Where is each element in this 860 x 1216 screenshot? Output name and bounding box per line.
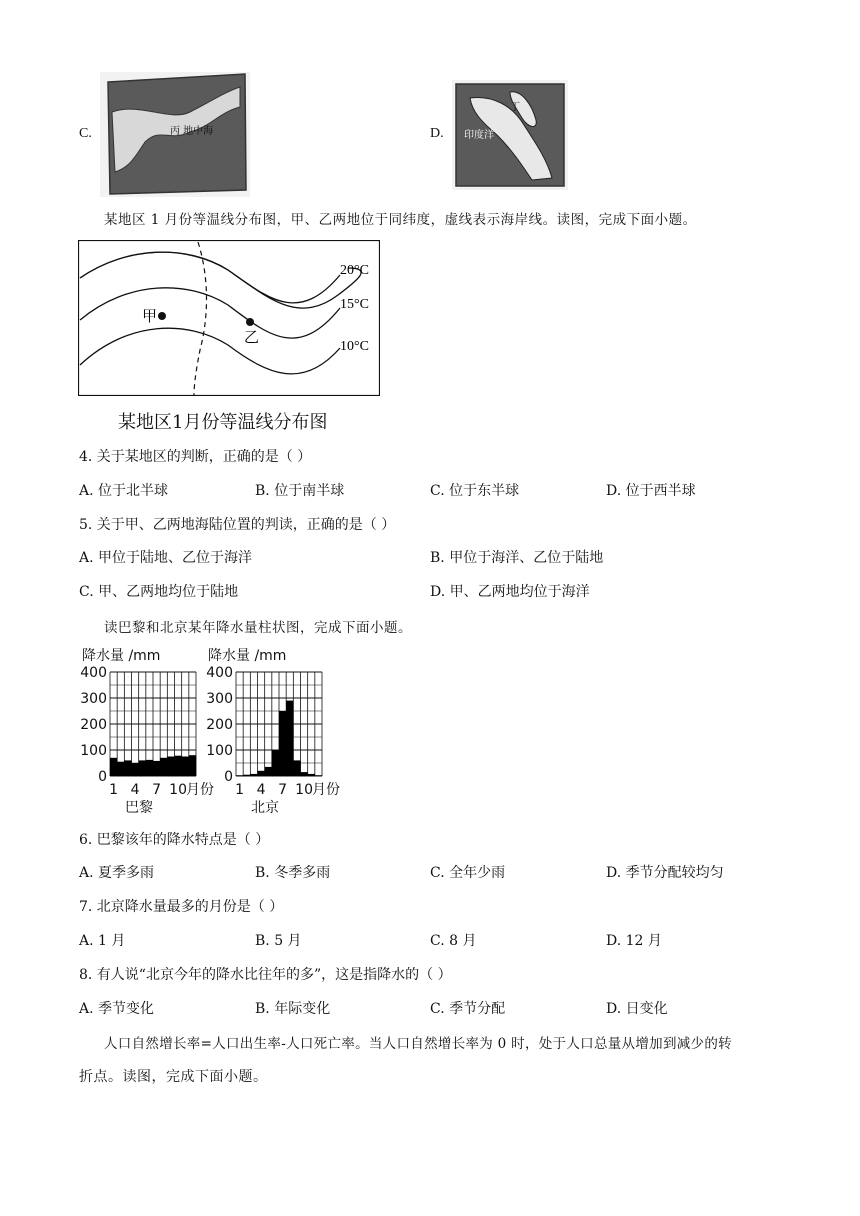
paris-bar bbox=[153, 761, 160, 776]
point-yi-label: 乙 bbox=[244, 328, 260, 346]
beijing-ylabel: 降水量 /mm bbox=[208, 648, 287, 664]
map-d-indian-ocean bbox=[452, 80, 568, 190]
intro-population-line2: 折点。读图，完成下面小题。 bbox=[79, 1069, 268, 1085]
paris-bar bbox=[182, 757, 189, 777]
beijing-bar bbox=[250, 774, 257, 776]
beijing-title: 北京 bbox=[251, 800, 279, 816]
paris-bar bbox=[189, 755, 196, 776]
paris-bar bbox=[160, 758, 167, 776]
beijing-bar bbox=[272, 750, 279, 776]
q4-option-c[interactable]: C. 位于东半球 bbox=[430, 483, 520, 499]
q5-option-c[interactable]: C. 甲、乙两地均位于陆地 bbox=[79, 584, 239, 600]
beijing-bar bbox=[301, 772, 308, 776]
q7-option-b[interactable]: B. 5 月 bbox=[255, 933, 302, 949]
q7-option-d[interactable]: D. 12 月 bbox=[606, 933, 662, 949]
paris-bar bbox=[167, 757, 174, 777]
beijing-bar bbox=[308, 774, 315, 776]
isotherm-map-caption: 某地区1月份等温线分布图 bbox=[118, 412, 328, 433]
isotherm-map bbox=[78, 240, 380, 396]
paris-bar bbox=[139, 760, 146, 776]
intro-isotherm: 某地区 1 月份等温线分布图，甲、乙两地位于同纬度，虚线表示海岸线。读图，完成下面小题。 bbox=[104, 212, 697, 228]
beijing-bar bbox=[236, 775, 243, 776]
paris-xlabel: 月份 bbox=[186, 782, 214, 798]
option-d-label: D. bbox=[430, 126, 444, 141]
paris-ytick-label: 200 bbox=[80, 717, 107, 733]
beijing-bar bbox=[293, 760, 300, 776]
beijing-ytick-label: 300 bbox=[206, 691, 233, 707]
isotherm-15: 15°C bbox=[340, 297, 369, 312]
isotherm-20: 20°C bbox=[340, 263, 369, 278]
beijing-bar bbox=[265, 767, 272, 776]
map-c-mediterranean bbox=[100, 72, 250, 197]
beijing-bar bbox=[286, 701, 293, 776]
q4-stem: 4. 关于某地区的判断，正确的是（ ） bbox=[79, 449, 312, 465]
intro-precipitation: 读巴黎和北京某年降水量柱状图，完成下面小题。 bbox=[104, 620, 412, 636]
q8-option-a[interactable]: A. 季节变化 bbox=[79, 1001, 155, 1017]
q4-option-b[interactable]: B. 位于南半球 bbox=[255, 483, 345, 499]
map-d-text-b: 印度洋 bbox=[464, 130, 494, 141]
q5-option-a[interactable]: A. 甲位于陆地、乙位于海洋 bbox=[79, 550, 253, 566]
paris-ylabel: 降水量 /mm bbox=[82, 648, 161, 664]
q8-option-d[interactable]: D. 日变化 bbox=[606, 1001, 668, 1017]
beijing-bar bbox=[258, 771, 265, 776]
beijing-ytick-label: 100 bbox=[206, 743, 233, 759]
q7-option-a[interactable]: A. 1 月 bbox=[79, 933, 126, 949]
paris-bar bbox=[110, 758, 117, 776]
option-c-label: C. bbox=[79, 126, 92, 141]
q6-stem: 6. 巴黎该年的降水特点是（ ） bbox=[79, 832, 270, 848]
map-d-text-a: 丁 bbox=[510, 102, 520, 113]
beijing-bar bbox=[243, 775, 250, 776]
q6-option-d[interactable]: D. 季节分配较均匀 bbox=[606, 865, 724, 881]
paris-ytick-label: 300 bbox=[80, 691, 107, 707]
paris-bar bbox=[175, 756, 182, 776]
q5-option-d[interactable]: D. 甲、乙两地均位于海洋 bbox=[430, 584, 590, 600]
beijing-bar bbox=[315, 775, 322, 776]
beijing-xtick-label: 4 bbox=[256, 782, 266, 798]
intro-population-line1: 人口自然增长率=人口出生率-人口死亡率。当人口自然增长率为 0 时，处于人口总量从增加到减少的转 bbox=[104, 1036, 732, 1052]
beijing-xtick-label: 7 bbox=[278, 782, 288, 798]
paris-ytick-label: 400 bbox=[80, 665, 107, 681]
beijing-ytick-label: 400 bbox=[206, 665, 233, 681]
q4-option-d[interactable]: D. 位于西半球 bbox=[606, 483, 696, 499]
q5-stem: 5. 关于甲、乙两地海陆位置的判读，正确的是（ ） bbox=[79, 517, 396, 533]
paris-xtick-label: 1 bbox=[109, 782, 119, 798]
paris-bar bbox=[132, 763, 139, 776]
point-yi-dot bbox=[246, 318, 254, 326]
paris-xtick-label: 4 bbox=[130, 782, 140, 798]
paris-title: 巴黎 bbox=[125, 800, 153, 816]
beijing-xtick-label: 1 bbox=[235, 782, 245, 798]
q6-option-a[interactable]: A. 夏季多雨 bbox=[79, 865, 155, 881]
paris-ytick-label: 0 bbox=[98, 769, 107, 785]
paris-bar bbox=[124, 760, 131, 776]
paris-xtick-label: 10 bbox=[169, 782, 187, 798]
q7-option-c[interactable]: C. 8 月 bbox=[430, 933, 477, 949]
map-c-text: 丙 地中海 bbox=[170, 126, 214, 137]
beijing-bar bbox=[279, 711, 286, 776]
beijing-ytick-label: 200 bbox=[206, 717, 233, 733]
q8-stem: 8. 有人说“北京今年的降水比往年的多”，这是指降水的（ ） bbox=[79, 967, 452, 983]
paris-ytick-label: 100 bbox=[80, 743, 107, 759]
paris-xtick-label: 7 bbox=[152, 782, 162, 798]
q5-option-b[interactable]: B. 甲位于海洋、乙位于陆地 bbox=[430, 550, 604, 566]
q7-stem: 7. 北京降水量最多的月份是（ ） bbox=[79, 899, 284, 915]
paris-bar bbox=[146, 760, 153, 776]
q6-option-c[interactable]: C. 全年少雨 bbox=[430, 865, 506, 881]
point-jia-label: 甲 bbox=[142, 307, 158, 325]
q6-option-b[interactable]: B. 冬季多雨 bbox=[255, 865, 331, 881]
isotherm-10: 10°C bbox=[340, 339, 369, 354]
q8-option-c[interactable]: C. 季节分配 bbox=[430, 1001, 506, 1017]
precipitation-charts bbox=[78, 644, 358, 816]
q8-option-b[interactable]: B. 年际变化 bbox=[255, 1001, 331, 1017]
beijing-xtick-label: 10 bbox=[295, 782, 313, 798]
beijing-ytick-label: 0 bbox=[224, 769, 233, 785]
beijing-xlabel: 月份 bbox=[312, 782, 340, 798]
q4-option-a[interactable]: A. 位于北半球 bbox=[79, 483, 169, 499]
point-jia-dot bbox=[158, 312, 166, 320]
paris-bar bbox=[117, 762, 124, 776]
